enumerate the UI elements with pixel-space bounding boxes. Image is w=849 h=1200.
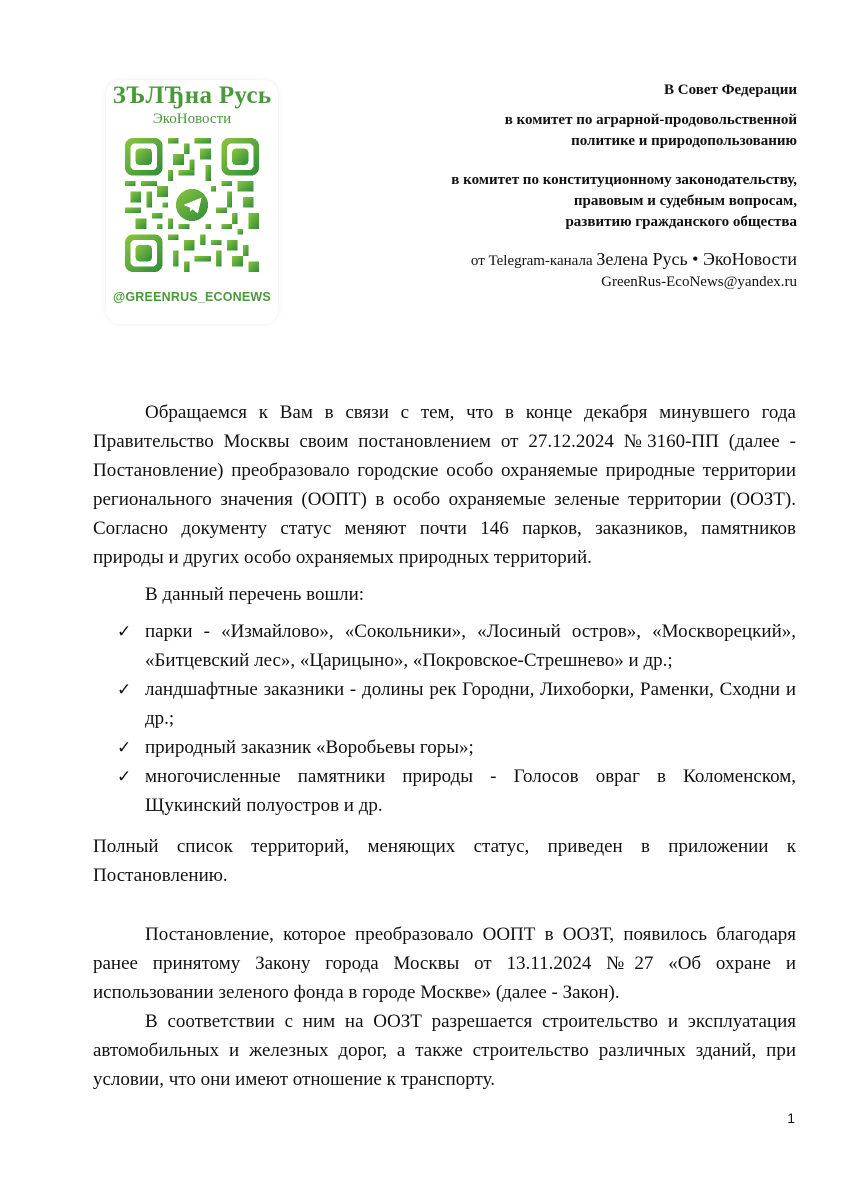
addressee-line: правовым и судебным вопросам, <box>573 193 797 209</box>
page-number: 1 <box>787 1110 795 1126</box>
sender-email: GreenRus-EcoNews@yandex.ru <box>601 274 797 290</box>
paragraph: Обращаемся к Вам в связи с тем, что в конце декабря минувшего года Правительство Москвы своим постановлением от 27.12.2024 №3160-ПП (далее - Постановление) преобразовало городские особо охраняемые природные территории регионального значения (ООПТ) в особо охраняемые зеленые территории (ООЗТ). Согласно документу статус меняют почти 146 парков, заказников, памятников природы и других особо охраняемых природных территорий. <box>93 402 796 568</box>
territory-list <box>93 617 796 820</box>
sender-line <box>357 249 797 272</box>
paragraph: Полный список территорий, меняющих статус, приведен в приложении к Постановлению. <box>93 836 796 886</box>
sender-prefix: от Telegram-канала <box>470 253 597 269</box>
addressee-line: В Совет Федерации <box>664 82 797 98</box>
qr-code <box>125 138 259 272</box>
list-intro: В данный перечень вошли: <box>145 584 365 605</box>
list-item: ✓ парки - «Измайлово», «Сокольники», «Лосиный остров», «Москворецкий», «Битцевский лес», «Царицыно», «Покровское-Стрешнево» и др.; <box>93 617 796 675</box>
addressee-line: развитию гражданского общества <box>565 214 797 230</box>
addressee-line: в комитет по аграрной-продовольственной <box>504 112 797 128</box>
addressee-line: в комитет по конституционному законодательству, <box>451 172 797 188</box>
channel-logo <box>106 80 278 324</box>
checkmark-icon: ✓ <box>117 738 132 757</box>
logo-handle: @GREENRUS_ECONEWS <box>113 290 271 304</box>
paragraph: Постановление, которое преобразовало ООПТ в ООЗТ, появилось благодаря ранее принятому Закону города Москвы от 13.11.2024 №27 «Об охране и использовании зеленого фонда в городе Москве» (далее - Закон). <box>93 924 796 1003</box>
list-item: ✓ многочисленные памятники природы - Голосов овраг в Коломенском, Щукинский полуостров и др. <box>93 762 796 820</box>
checkmark-icon: ✓ <box>117 767 132 786</box>
list-item: ✓ природный заказник «Воробьевы горы»; <box>93 733 796 762</box>
checkmark-icon: ✓ <box>117 622 132 641</box>
logo-title: ЗЪЛЂна Русь <box>112 82 272 109</box>
checkmark-icon: ✓ <box>117 680 132 699</box>
logo-subtitle: ЭкоНовости <box>152 111 232 127</box>
addressee-line: политике и природопользованию <box>571 133 797 149</box>
list-item: ✓ ландшафтные заказники - долины рек Городни, Лихоборки, Раменки, Сходни и др.; <box>93 675 796 733</box>
paragraph: В соответствии с ним на ООЗТ разрешается строительство и эксплуатация автомобильных и железных дорог, а также строительство различных зданий, при условии, что они имеют отношение к транспорту. <box>93 1011 796 1090</box>
telegram-icon <box>173 186 211 224</box>
letter-body <box>93 398 796 1094</box>
sender-name: Зелена Русь • ЭкоНовости <box>596 249 797 269</box>
addressee-block <box>357 80 797 293</box>
